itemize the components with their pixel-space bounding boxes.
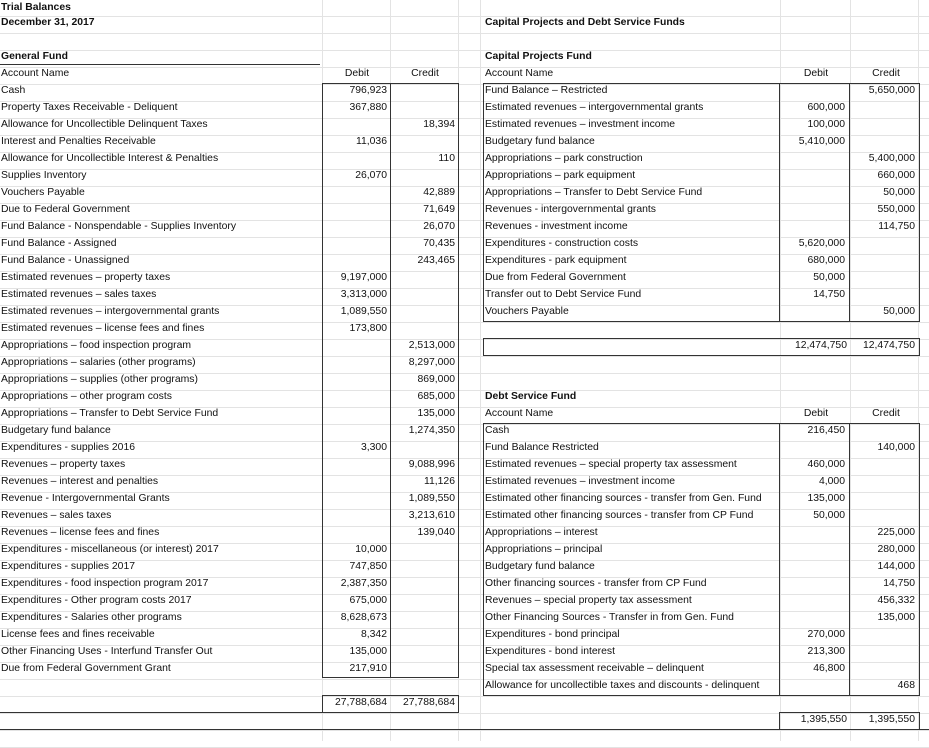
debt_service_fund-row-credit: 456,332 [877, 595, 915, 606]
grid-column-line [480, 0, 481, 741]
general_fund-row-name: Estimated revenues – intergovernmental grants [1, 306, 220, 317]
general_fund-row-credit: 110 [438, 153, 455, 164]
debt_service_fund-row-debit: 270,000 [807, 629, 845, 640]
general_fund-row-credit: 1,089,550 [408, 493, 455, 504]
debt_service_fund-row-name: Estimated revenues – special property tax assessment [485, 459, 737, 470]
general_fund-row-name: Cash [1, 85, 26, 96]
capital_projects_fund-row-name: Estimated revenues – investment income [485, 119, 676, 130]
debt_service_fund-row-debit: 135,000 [807, 493, 845, 504]
general-fund-underline-title [0, 64, 320, 65]
general_fund-row-name: Expenditures - miscellaneous (or interest) 2017 [1, 544, 219, 555]
capital_projects_fund-row-name: Expenditures - park equipment [485, 255, 627, 266]
capital_projects_fund-row-name: Fund Balance – Restricted [485, 85, 608, 96]
general_fund-row-debit: 796,923 [349, 85, 387, 96]
general_fund-row-credit: 139,040 [417, 527, 455, 538]
capital_projects_fund-row-debit: 5,410,000 [798, 136, 845, 147]
general_fund-row-name: Estimated revenues – license fees and fines [1, 323, 205, 334]
debt_service_fund-row-name: Fund Balance Restricted [485, 442, 599, 453]
capital_projects_fund-row-credit: 5,650,000 [868, 85, 915, 96]
debt-service-bottom-rule [0, 729, 929, 730]
general_fund-row-credit: 3,213,610 [408, 510, 455, 521]
capital_projects_fund-row-name: Appropriations – park equipment [485, 170, 636, 181]
capital-projects-account-box [483, 83, 780, 322]
general_fund-row-name: Expenditures - food inspection program 2017 [1, 578, 209, 589]
general_fund-row-debit: 3,313,000 [340, 289, 387, 300]
debt-service-debit-column-box [779, 423, 850, 696]
general_fund-row-name: Expenditures - supplies 2017 [1, 561, 136, 572]
general_fund-row-debit: 11,036 [355, 136, 387, 147]
general_fund-row-credit: 70,435 [423, 238, 455, 249]
general_fund-row-name: Estimated revenues – property taxes [1, 272, 171, 283]
capital-projects-fund-title: Capital Projects Fund [485, 51, 592, 62]
general_fund-row-name: Appropriations – salaries (other programs) [1, 357, 196, 368]
general_fund-row-debit: 8,342 [360, 629, 387, 640]
debt_service_fund-row-name: Estimated other financing sources - transfer from CP Fund [485, 510, 754, 521]
debt_service_fund-row-name: Expenditures - bond principal [485, 629, 620, 640]
capital-projects-header-account: Account Name [485, 68, 554, 79]
general_fund-row-credit: 2,513,000 [408, 340, 455, 351]
capital_projects_fund-row-name: Transfer out to Debt Service Fund [485, 289, 642, 300]
general_fund-row-credit: 9,088,996 [408, 459, 455, 470]
general_fund-row-debit: 8,628,673 [340, 612, 387, 623]
general_fund-row-debit: 3,300 [360, 442, 387, 453]
debt_service_fund-row-name: Appropriations – interest [485, 527, 598, 538]
debt_service_fund-row-name: Cash [485, 425, 510, 436]
general_fund-row-name: Revenue - Intergovernmental Grants [1, 493, 170, 504]
debt_service_fund-row-credit: 468 [897, 680, 915, 691]
capital_projects_fund-row-credit: 5,400,000 [868, 153, 915, 164]
general-fund-credit-column-box [390, 83, 459, 678]
capital_projects_fund-row-name: Due from Federal Government [485, 272, 626, 283]
capital_projects_fund-row-debit: 5,620,000 [798, 238, 845, 249]
general_fund-row-debit: 1,089,550 [340, 306, 387, 317]
debt_service_fund-row-name: Estimated revenues – investment income [485, 476, 676, 487]
general_fund-row-name: Due from Federal Government Grant [1, 663, 171, 674]
capital_projects_fund-row-name: Revenues - intergovernmental grants [485, 204, 656, 215]
general_fund-row-credit: 18,394 [423, 119, 455, 130]
general-fund-header-account: Account Name [1, 68, 70, 79]
debt_service_fund-row-debit: 460,000 [807, 459, 845, 470]
general_fund-row-name: Expenditures - Other program costs 2017 [1, 595, 192, 606]
general_fund-row-name: Due to Federal Government [1, 204, 130, 215]
debt_service_fund-row-name: Appropriations – principal [485, 544, 603, 555]
debt_service_fund-row-name: Revenues – special property tax assessment [485, 595, 692, 606]
general_fund-row-credit: 1,274,350 [408, 425, 455, 436]
general_fund-row-credit: 71,649 [423, 204, 455, 215]
general_fund-row-name: Appropriations – food inspection program [1, 340, 192, 351]
debt_service_fund-row-credit: 225,000 [877, 527, 915, 538]
debt-service-header-debit: Debit [803, 408, 829, 419]
debt_service_fund-row-debit: 216,450 [807, 425, 845, 436]
capital_projects_fund-row-debit: 680,000 [807, 255, 845, 266]
capital_projects_fund-row-credit: 114,750 [878, 221, 915, 232]
general_fund-row-name: Revenues – property taxes [1, 459, 126, 470]
general_fund-row-name: Other Financing Uses - Interfund Transfer Out [1, 646, 213, 657]
general_fund-row-name: Expenditures - Salaries other programs [1, 612, 182, 623]
general_fund-row-name: Expenditures - supplies 2016 [1, 442, 136, 453]
general_fund-row-debit: 2,387,350 [340, 578, 387, 589]
debt_service_fund-row-debit: 50,000 [813, 510, 845, 521]
capital_projects_fund-row-credit: 550,000 [877, 204, 915, 215]
general_fund-row-name: Appropriations – other program costs [1, 391, 172, 402]
debt_service_fund-row-debit: 4,000 [818, 476, 845, 487]
right-section-title: Capital Projects and Debt Service Funds [485, 17, 685, 28]
general_fund-row-name: Fund Balance - Unassigned [1, 255, 130, 266]
debt-service-account-box [483, 423, 780, 696]
general_fund-row-name: Revenues – sales taxes [1, 510, 112, 521]
general_fund-row-debit: 675,000 [349, 595, 387, 606]
debt_service_fund-row-name: Estimated other financing sources - transfer from Gen. Fund [485, 493, 762, 504]
capital_projects_fund-row-name: Budgetary fund balance [485, 136, 595, 147]
capital_projects_fund-row-name: Appropriations – Transfer to Debt Service Fund [485, 187, 703, 198]
general_fund-row-credit: 8,297,000 [408, 357, 455, 368]
general_fund-row-debit: 173,800 [349, 323, 387, 334]
debt_service_fund-row-credit: 135,000 [877, 612, 915, 623]
capital_projects_fund-row-credit: 50,000 [883, 187, 915, 198]
general-fund-title: General Fund [1, 51, 68, 62]
general_fund-row-debit: 217,910 [349, 663, 387, 674]
general_fund-row-credit: 243,465 [417, 255, 455, 266]
general_fund-row-debit: 135,000 [349, 646, 387, 657]
general_fund-row-name: Allowance for Uncollectible Interest & Penalties [1, 153, 219, 164]
general-fund-header-debit: Debit [344, 68, 370, 79]
debt_service_fund-row-credit: 14,750 [883, 578, 915, 589]
general-fund-total-box [322, 695, 459, 713]
general_fund-row-name: Supplies Inventory [1, 170, 87, 181]
capital_projects_fund-row-credit: 660,000 [877, 170, 915, 181]
debt-service-fund-title: Debt Service Fund [485, 391, 577, 402]
general_fund-row-name: Property Taxes Receivable - Deliquent [1, 102, 178, 113]
general_fund-row-credit: 869,000 [417, 374, 455, 385]
capital-projects-debit-column-box [779, 83, 850, 322]
debt_service_fund-row-credit: 140,000 [877, 442, 915, 453]
debt_service_fund-row-debit: 46,800 [813, 663, 845, 674]
debt_service_fund-row-name: Expenditures - bond interest [485, 646, 615, 657]
general_fund-row-name: Revenues – interest and penalties [1, 476, 159, 487]
general_fund-row-name: Fund Balance - Nonspendable - Supplies Inventory [1, 221, 237, 232]
capital_projects_fund-row-debit: 50,000 [813, 272, 845, 283]
debt-service-header-account: Account Name [485, 408, 554, 419]
general-fund-debit-column-box [322, 83, 391, 678]
capital-projects-total-credit: 12,474,750 [862, 340, 915, 351]
debt_service_fund-row-credit: 280,000 [877, 544, 915, 555]
capital-projects-header-debit: Debit [803, 68, 829, 79]
capital-projects-total-box [483, 338, 920, 356]
debt_service_fund-row-name: Budgetary fund balance [485, 561, 595, 572]
grid-row-line [0, 731, 929, 748]
debt-service-total-debit: 1,395,550 [800, 714, 847, 725]
general-fund-bottom-rule [0, 712, 459, 713]
general_fund-row-credit: 135,000 [417, 408, 455, 419]
general_fund-row-name: Appropriations – Transfer to Debt Service Fund [1, 408, 219, 419]
capital_projects_fund-row-debit: 14,750 [813, 289, 845, 300]
capital_projects_fund-row-credit: 50,000 [883, 306, 915, 317]
general_fund-row-name: Estimated revenues – sales taxes [1, 289, 157, 300]
capital_projects_fund-row-name: Appropriations – park construction [485, 153, 643, 164]
general_fund-row-debit: 747,850 [349, 561, 387, 572]
general_fund-row-name: Revenues – license fees and fines [1, 527, 160, 538]
capital-projects-credit-column-box [849, 83, 920, 322]
capital_projects_fund-row-debit: 600,000 [807, 102, 845, 113]
sheet-date: December 31, 2017 [1, 17, 95, 28]
general_fund-row-credit: 685,000 [417, 391, 455, 402]
debt_service_fund-row-name: Other Financing Sources - Transfer in from Gen. Fund [485, 612, 734, 623]
general_fund-row-debit: 367,880 [349, 102, 387, 113]
debt_service_fund-row-name: Special tax assessment receivable – delinquent [485, 663, 704, 674]
capital-projects-total-debit: 12,474,750 [794, 340, 847, 351]
capital_projects_fund-row-name: Revenues - investment income [485, 221, 628, 232]
general_fund-row-name: Vouchers Payable [1, 187, 85, 198]
general-fund-total-debit: 27,788,684 [334, 697, 387, 708]
general_fund-row-credit: 42,889 [423, 187, 455, 198]
capital-projects-header-credit: Credit [872, 68, 900, 79]
general-fund-header-credit: Credit [411, 68, 439, 79]
debt-service-credit-column-box [849, 423, 920, 696]
capital_projects_fund-row-name: Vouchers Payable [485, 306, 569, 317]
debt-service-total-credit: 1,395,550 [868, 714, 915, 725]
general_fund-row-name: Fund Balance - Assigned [1, 238, 117, 249]
general_fund-row-debit: 9,197,000 [340, 272, 387, 283]
general_fund-row-name: Allowance for Uncollectible Delinquent Taxes [1, 119, 208, 130]
general_fund-row-credit: 11,126 [423, 476, 455, 487]
general_fund-row-credit: 26,070 [423, 221, 455, 232]
debt_service_fund-row-name: Other financing sources - transfer from CP Fund [485, 578, 707, 589]
sheet-title: Trial Balances [1, 2, 71, 13]
general-fund-total-credit: 27,788,684 [402, 697, 455, 708]
capital_projects_fund-row-name: Estimated revenues – intergovernmental grants [485, 102, 704, 113]
general_fund-row-debit: 10,000 [355, 544, 387, 555]
debt_service_fund-row-debit: 213,300 [807, 646, 845, 657]
general_fund-row-debit: 26,070 [355, 170, 387, 181]
debt-service-total-box [779, 712, 920, 730]
general_fund-row-name: License fees and fines receivable [1, 629, 155, 640]
debt_service_fund-row-credit: 144,000 [877, 561, 915, 572]
debt-service-header-credit: Credit [872, 408, 900, 419]
general_fund-row-name: Interest and Penalties Receivable [1, 136, 156, 147]
debt_service_fund-row-name: Allowance for uncollectible taxes and discounts - delinquent [485, 680, 760, 691]
capital_projects_fund-row-name: Expenditures - construction costs [485, 238, 639, 249]
general_fund-row-name: Appropriations – supplies (other programs) [1, 374, 198, 385]
capital_projects_fund-row-debit: 100,000 [807, 119, 845, 130]
general_fund-row-name: Budgetary fund balance [1, 425, 111, 436]
